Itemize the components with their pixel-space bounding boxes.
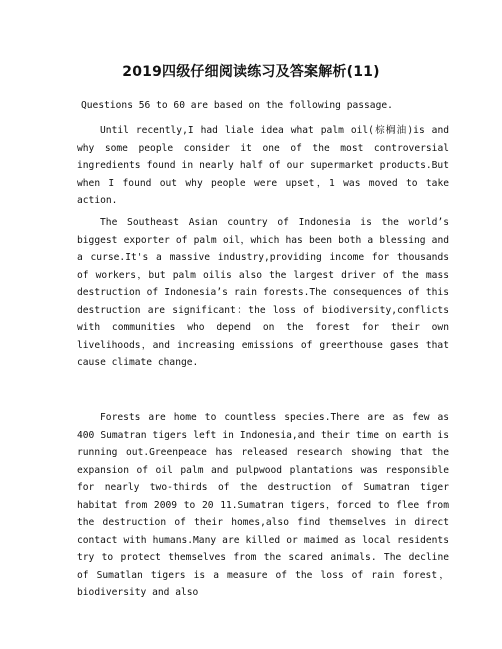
page-title: 2019四级仔细阅读练习及答案解析(11) xyxy=(122,64,380,80)
paragraph-3: Forests are home to countless species.There are as few as 400 Sumatran tigers left in Indonesia,and their time on earth is running out.Greenpeace has released research showing that the expansion of oil palm and pulpwood plantations was responsible for nearly two-thirds of the destruction of Sumatran tiger habitat from 2009 to 20 11.Sumatran tigers，forced to flee from the destruction of their homes,also find themselves in direct contact with humans.Many are killed or maimed as local residents try to protect themselves from the scared animals. The decline of Sumatlan tigers is a measure of the loss of rain forest，biodiversity and also xyxy=(77,412,449,598)
paragraph-2: The Southeast Asian country of Indonesia is the world’s biggest exporter of palm oil，which has been both a blessing and a curse.It's a massive industry,providing income for thousands of workers，but palm oilis also the largest driver of the mass destruction of Indonesia’s rain forests.The consequences of this destruction are significant：the loss of biodiversity,conflicts with communities who depend on the forest for their own livelihoods，and increasing emissions of greerthouse gases that cause climate change. xyxy=(77,217,449,368)
passage-intro: Questions 56 to 60 are based on the following passage. xyxy=(81,100,393,111)
paragraph-1: Until recently,I had liale idea what palm oil(棕榈油)is and why some people consider it one of the most controversial ingredients found in nearly half of our supermarket products.But when I found out why people were upset，1 was moved to take action. xyxy=(77,125,449,206)
